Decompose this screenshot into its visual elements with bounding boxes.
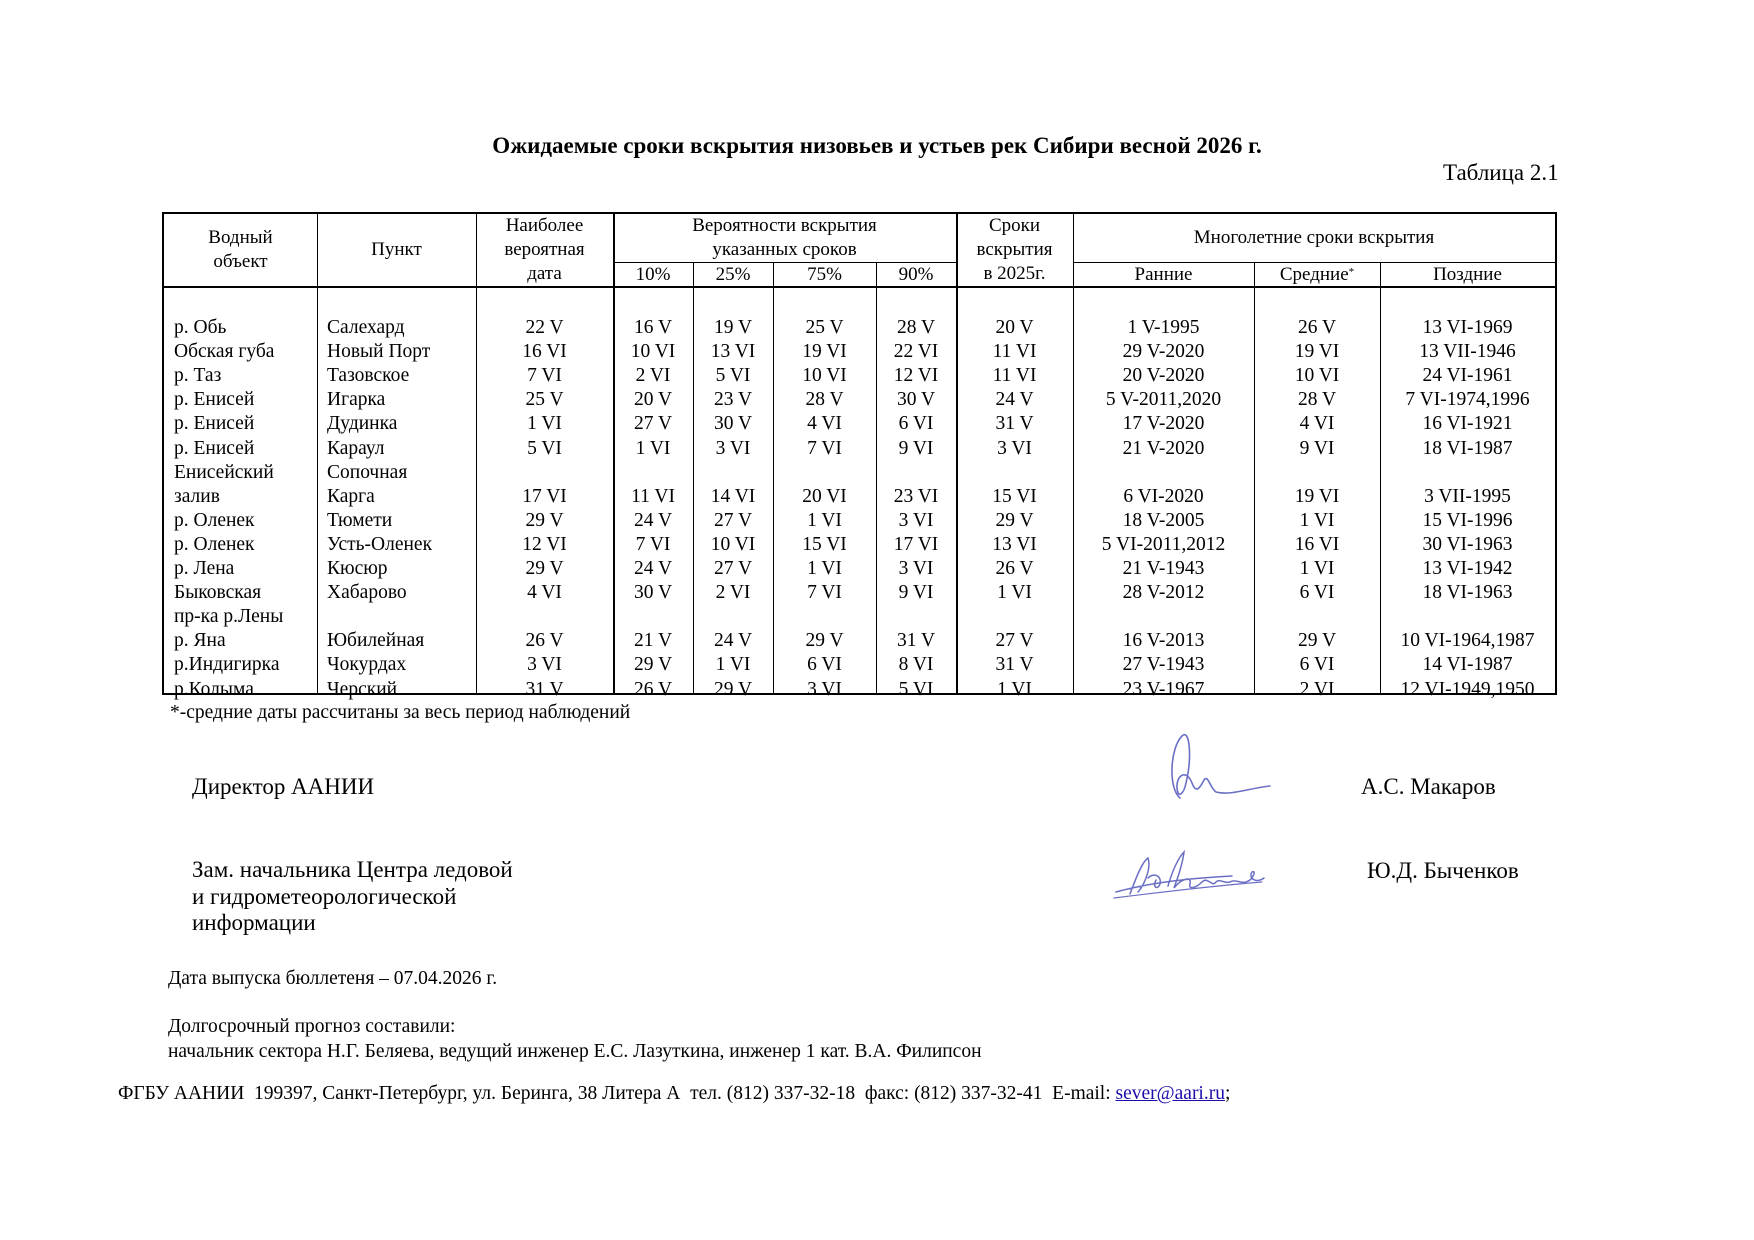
cell-late: 10 VI-1964,1987: [1400, 630, 1535, 652]
cell-point: Игарка: [327, 389, 386, 411]
cell-p75: 28 V: [805, 389, 844, 411]
cell-p90: 23 VI: [893, 485, 939, 507]
header-average: [1254, 263, 1380, 286]
cell-point: Тюмети: [327, 509, 393, 531]
cell-average: 1 VI: [1299, 509, 1335, 531]
cell-object: пр-ка р.Лены: [174, 606, 284, 628]
table-row: [164, 509, 1555, 533]
cell-p25: 30 V: [713, 413, 753, 435]
cell-y2025: 27 V: [995, 630, 1034, 652]
header-opening-2025: [956, 214, 1073, 286]
cell-point: Дудинка: [327, 413, 398, 435]
header-p10: 10%: [635, 263, 671, 285]
table-row: [164, 388, 1555, 412]
cell-y2025: 11 VI: [992, 341, 1037, 363]
cell-p75: 15 VI: [802, 533, 847, 555]
header-p25: 25%: [715, 263, 751, 285]
cell-y2025: 1 VI: [997, 678, 1032, 700]
cell-early: 29 V-2020: [1122, 341, 1205, 363]
header-text: в 2025г.: [983, 263, 1046, 284]
cell-early: 5 VI-2011,2012: [1101, 533, 1226, 555]
header-text: объект: [213, 251, 268, 272]
deputy-title-line: информации: [192, 910, 316, 935]
footer-contacts: [118, 1081, 1230, 1106]
document-title: Ожидаемые сроки вскрытия низовьев и устьев рек Сибири весной 2026 г.: [492, 133, 1262, 158]
cell-late: 24 VI-1961: [1422, 365, 1513, 387]
cell-object: р.Индигирка: [174, 654, 280, 676]
cell-late: 18 VI-1987: [1422, 437, 1513, 459]
director-title: Директор ААНИИ: [192, 774, 375, 799]
header-probabilities: [613, 214, 956, 262]
cell-probable: 16 VI: [522, 341, 567, 363]
cell-p10: 16 V: [633, 317, 673, 338]
cell-late: 18 VI-1963: [1422, 582, 1513, 604]
cell-probable: 5 VI: [527, 437, 562, 459]
cell-average: 9 VI: [1299, 437, 1335, 459]
table-row: [164, 412, 1555, 436]
cell-early: 23 V-1967: [1122, 678, 1205, 700]
table-row: [164, 629, 1555, 653]
cell-average: 19 VI: [1294, 485, 1340, 507]
cell-p10: 27 V: [633, 413, 673, 435]
header-text: указанных сроков: [712, 239, 857, 260]
cell-p25: 27 V: [713, 558, 753, 579]
cell-p75: 4 VI: [807, 413, 842, 435]
cell-y2025: 26 V: [995, 558, 1034, 579]
cell-p25: 1 VI: [715, 654, 751, 676]
cell-p10: 10 VI: [630, 341, 676, 363]
table-row: [164, 533, 1555, 557]
cell-p10: 1 VI: [635, 437, 671, 459]
cell-p90: 22 VI: [893, 341, 939, 363]
cell-point: Новый Порт: [327, 341, 431, 363]
cell-p25: 2 VI: [715, 582, 751, 604]
cell-point: Салехард: [327, 317, 405, 338]
cell-p10: 20 V: [633, 389, 673, 411]
cell-early: 16 V-2013: [1122, 630, 1205, 652]
cell-p90: 6 VI: [898, 413, 934, 435]
director-name: А.С. Макаров: [1361, 774, 1496, 799]
cell-object: р. Оленек: [174, 509, 255, 531]
cell-early: 20 V-2020: [1122, 365, 1205, 387]
cell-p10: 29 V: [633, 654, 673, 676]
cell-early: 1 V-1995: [1127, 317, 1200, 338]
cell-early: 18 V-2005: [1122, 509, 1205, 531]
cell-point: Караул: [327, 437, 385, 459]
cell-y2025: 11 VI: [992, 365, 1037, 387]
cell-object: р. Оленек: [174, 533, 255, 555]
cell-p10: 2 VI: [635, 365, 671, 387]
director-signature: [1160, 728, 1280, 808]
cell-p10: 11 VI: [631, 485, 675, 507]
table-row: [164, 653, 1555, 677]
cell-point: Черский: [327, 678, 398, 700]
table-row: [164, 364, 1555, 388]
header-text: Наиболее: [505, 215, 584, 236]
cell-p90: 12 VI: [893, 365, 939, 387]
cell-probable: 7 VI: [527, 365, 562, 387]
deputy-title-line: и гидрометеорологической: [192, 883, 457, 909]
header-point: Пункт: [371, 239, 422, 260]
header-text: вскрытия: [976, 239, 1053, 260]
authors-heading: Долгосрочный прогноз составили:: [168, 1016, 456, 1037]
cell-average: 16 VI: [1294, 533, 1340, 555]
header-text: Сроки: [988, 215, 1041, 236]
cell-y2025: 3 VI: [997, 437, 1032, 459]
cell-p75: 1 VI: [807, 558, 842, 579]
header-longterm: Многолетние сроки вскрытия: [1193, 227, 1435, 248]
table-number: Таблица 2.1: [1443, 160, 1559, 185]
cell-object: р. Обь: [174, 317, 227, 338]
cell-object: Енисейский: [174, 461, 274, 483]
header-text: Водный: [208, 227, 273, 248]
header-text: Средние: [1279, 263, 1349, 285]
cell-probable: 29 V: [525, 509, 564, 531]
cell-object: р. Енисей: [174, 413, 255, 435]
cell-p75: 10 VI: [802, 365, 847, 387]
cell-point: Чокурдах: [327, 654, 407, 676]
cell-y2025: 31 V: [995, 654, 1034, 676]
cell-object: р. Таз: [174, 365, 222, 387]
cell-probable: 4 VI: [527, 582, 562, 604]
cell-late: 13 VII-1946: [1419, 341, 1516, 363]
cell-p90: 8 VI: [898, 654, 934, 676]
header-text: Вероятности вскрытия: [692, 215, 877, 236]
cell-late: 7 VI-1974,1996: [1405, 389, 1530, 411]
deputy-signature: [1112, 848, 1302, 908]
cell-p10: 7 VI: [635, 533, 671, 555]
cell-p75: 20 VI: [802, 485, 847, 507]
cell-late: 13 VI-1942: [1422, 558, 1513, 579]
cell-average: 4 VI: [1299, 413, 1335, 435]
footnote: *-средние даты рассчитаны за весь период наблюдений: [170, 702, 631, 723]
cell-probable: 29 V: [525, 558, 564, 579]
header-most-probable-date: [476, 214, 613, 286]
cell-object: р.Колыма: [174, 678, 254, 700]
cell-point: Сопочная: [327, 461, 408, 483]
cell-early: 5 V-2011,2020: [1105, 389, 1222, 411]
cell-y2025: 1 VI: [997, 582, 1032, 604]
cell-late: 12 VI-1949,1950: [1400, 678, 1535, 700]
cell-y2025: 13 VI: [992, 533, 1037, 555]
cell-point: Кюсюр: [327, 558, 388, 579]
cell-early: 21 V-2020: [1122, 437, 1205, 459]
cell-probable: 3 VI: [527, 654, 562, 676]
cell-p10: 24 V: [633, 509, 673, 531]
cell-point: Хабарово: [327, 582, 407, 604]
footnote-mark: *: [1348, 265, 1355, 278]
cell-average: 10 VI: [1294, 365, 1340, 387]
cell-average: 26 V: [1297, 317, 1337, 338]
cell-probable: 22 V: [525, 317, 564, 338]
table-row: [164, 485, 1555, 509]
cell-point: Юбилейная: [327, 630, 425, 652]
cell-probable: 31 V: [525, 678, 564, 700]
cell-probable: 17 VI: [522, 485, 567, 507]
cell-average: 6 VI: [1299, 582, 1335, 604]
cell-object: р. Енисей: [174, 437, 255, 459]
cell-point: Тазовское: [327, 365, 410, 387]
footer-suffix: ;: [1224, 1083, 1231, 1104]
cell-p25: 5 VI: [715, 365, 751, 387]
table-row: [164, 437, 1555, 461]
cell-late: 30 VI-1963: [1422, 533, 1513, 555]
table-row: [164, 340, 1555, 364]
footer-address: ФГБУ ААНИИ 199397, Санкт-Петербург, ул. Беринга, 38 Литера А тел. (812) 337-32-18 факс: (812) 337-32-41 E-mail:: [118, 1083, 1116, 1104]
header-p75: 75%: [807, 263, 842, 285]
cell-y2025: 15 VI: [992, 485, 1037, 507]
table-row: [164, 461, 1555, 485]
cell-p90: 28 V: [896, 317, 936, 338]
cell-p90: 3 VI: [898, 558, 934, 579]
cell-p10: 21 V: [633, 630, 673, 652]
cell-probable: 1 VI: [527, 413, 562, 435]
cell-late: 16 VI-1921: [1422, 413, 1513, 435]
email-link[interactable]: sever@aari.ru: [1115, 1083, 1225, 1104]
cell-p10: 30 V: [633, 582, 673, 604]
cell-p90: 30 V: [896, 389, 936, 411]
cell-p25: 3 VI: [715, 437, 751, 459]
release-date: Дата выпуска бюллетеня – 07.04.2026 г.: [168, 968, 498, 989]
cell-p75: 29 V: [805, 630, 844, 652]
cell-early: 6 VI-2020: [1123, 485, 1204, 507]
cell-object: р. Енисей: [174, 389, 255, 411]
cell-p75: 1 VI: [807, 509, 842, 531]
cell-p10: 26 V: [633, 678, 673, 700]
cell-p25: 19 V: [713, 317, 753, 338]
deputy-name: Ю.Д. Быченков: [1367, 858, 1519, 883]
cell-p90: 9 VI: [898, 582, 934, 604]
cell-early: 21 V-1943: [1122, 558, 1205, 579]
cell-y2025: 31 V: [995, 413, 1034, 435]
cell-y2025: 24 V: [995, 389, 1034, 411]
cell-average: 1 VI: [1299, 558, 1335, 579]
cell-p25: 23 V: [713, 389, 753, 411]
cell-p75: 25 V: [805, 317, 844, 338]
cell-y2025: 20 V: [995, 317, 1034, 338]
header-p90: 90%: [898, 263, 934, 285]
cell-p75: 7 VI: [807, 437, 842, 459]
cell-early: 17 V-2020: [1122, 413, 1205, 435]
cell-p25: 27 V: [713, 509, 753, 531]
header-late: Поздние: [1433, 263, 1502, 285]
cell-p90: 31 V: [896, 630, 936, 652]
table-row: [164, 316, 1555, 340]
cell-object: р. Лена: [174, 558, 235, 579]
cell-p75: 19 VI: [802, 341, 847, 363]
header-water-object: [164, 214, 317, 286]
cell-early: 27 V-1943: [1122, 654, 1205, 676]
header-early: Ранние: [1134, 263, 1193, 285]
cell-point: Карга: [327, 485, 375, 507]
cell-late: 3 VII-1995: [1424, 485, 1511, 507]
cell-p75: 3 VI: [807, 678, 842, 700]
table-row: [164, 557, 1555, 581]
cell-p25: 13 VI: [710, 341, 756, 363]
header-text: вероятная: [504, 239, 585, 260]
cell-probable: 26 V: [525, 630, 564, 652]
cell-average: 19 VI: [1294, 341, 1340, 363]
table-row: [164, 678, 1555, 702]
cell-p90: 5 VI: [898, 678, 934, 700]
cell-p90: 9 VI: [898, 437, 934, 459]
deputy-title-line: Зам. начальника Центра ледовой: [192, 857, 513, 882]
cell-object: р. Яна: [174, 630, 226, 652]
cell-p25: 24 V: [713, 630, 753, 652]
cell-p25: 29 V: [713, 678, 753, 700]
cell-p90: 17 VI: [893, 533, 939, 555]
deputy-title: [192, 857, 513, 937]
table-row: [164, 605, 1555, 629]
table-row: [164, 581, 1555, 605]
cell-probable: 12 VI: [522, 533, 567, 555]
cell-object: Обская губа: [174, 341, 275, 363]
authors-list: начальник сектора Н.Г. Беляева, ведущий инженер Е.С. Лазуткина, инженер 1 кат. В.А. Филипсон: [168, 1041, 982, 1062]
cell-early: 28 V-2012: [1122, 582, 1205, 604]
cell-p75: 7 VI: [807, 582, 842, 604]
cell-average: 2 VI: [1299, 678, 1335, 700]
cell-average: 29 V: [1297, 630, 1337, 652]
cell-p10: 24 V: [633, 558, 673, 579]
cell-late: 13 VI-1969: [1422, 317, 1513, 338]
cell-average: 6 VI: [1299, 654, 1335, 676]
cell-object: Быковская: [174, 582, 262, 604]
cell-p75: 6 VI: [807, 654, 842, 676]
cell-y2025: 29 V: [995, 509, 1034, 531]
header-text: дата: [527, 263, 562, 284]
cell-probable: 25 V: [525, 389, 564, 411]
ice-breakup-table: [162, 212, 1557, 700]
cell-object: залив: [174, 485, 220, 507]
cell-p25: 14 VI: [710, 485, 756, 507]
cell-p90: 3 VI: [898, 509, 934, 531]
cell-late: 15 VI-1996: [1422, 509, 1513, 531]
cell-average: 28 V: [1297, 389, 1337, 411]
cell-late: 14 VI-1987: [1422, 654, 1513, 676]
cell-point: Усть-Оленек: [327, 533, 433, 555]
cell-p25: 10 VI: [710, 533, 756, 555]
